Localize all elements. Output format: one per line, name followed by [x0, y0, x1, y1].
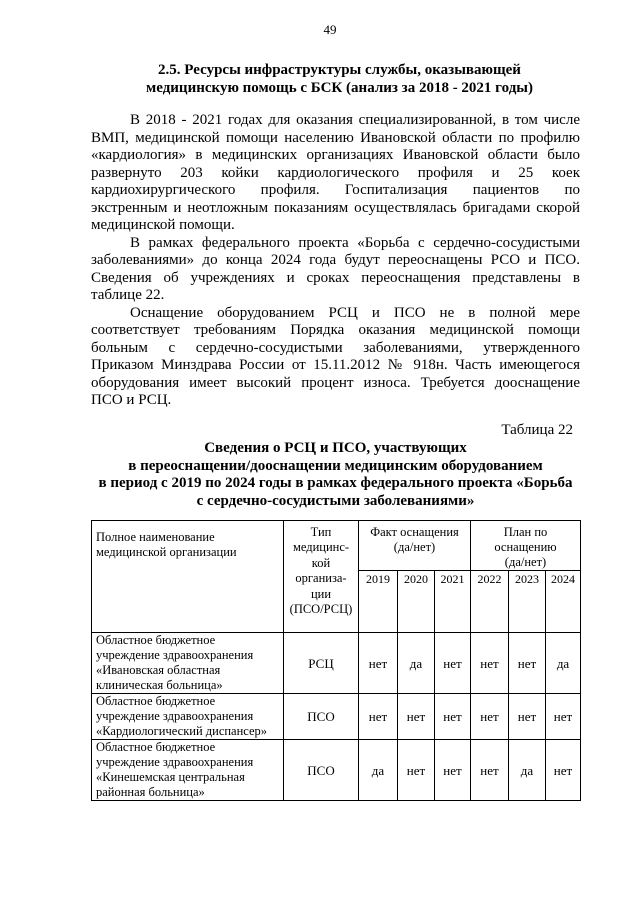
paragraph-line: В 2018 - 2021 годах для оказания специализированной, в том числе: [130, 112, 580, 128]
header-fact-line: Факт оснащения: [370, 525, 459, 539]
plan-2023-cell: нет: [509, 633, 546, 694]
org-name-cell: [92, 740, 284, 801]
header-type-line: кой: [311, 555, 331, 570]
paragraph-line: медицинской помощи.: [91, 217, 235, 233]
paragraph-line: кардиохирургического профиля. Госпитализация пациентов по: [91, 182, 580, 198]
header-type-line: организа-: [295, 571, 347, 585]
org-name-cell: [92, 694, 284, 740]
paragraph-line: больным с сердечно-сосудистыми заболеваниями, утвержденного: [91, 339, 580, 356]
table-row: [92, 740, 581, 801]
plan-2024-cell: да: [546, 633, 581, 694]
header-type-line: ции: [310, 586, 332, 601]
org-name-line: «Кардиологический диспансер»: [96, 724, 268, 738]
paragraph-line: соответствует требованиям Порядка оказания медицинской помощи: [91, 322, 580, 338]
header-org-name: [92, 521, 284, 633]
paragraph-line: Приказом Минздрава России от 15.11.2012 № 918н. Часть имеющегося: [91, 357, 580, 373]
fact-2020-cell: да: [398, 633, 435, 694]
header-org-type: [284, 521, 359, 633]
org-name-line: клиническая больница»: [96, 678, 223, 692]
paragraph-line: экстренным и неотложным показаниям осуществлялась бригадами скорой: [91, 199, 580, 216]
org-name-line: «Кинешемская центральная: [96, 770, 245, 784]
paragraph-line: В рамках федерального проекта «Борьба с сердечно-сосудистыми: [130, 234, 580, 251]
fact-2020-cell: нет: [398, 694, 435, 740]
section-heading-line: медицинскую помощь с БСК (анализ за 2018 - 2021 годы): [146, 80, 533, 96]
section-heading-line: 2.5. Ресурсы инфраструктуры службы, оказывающей: [158, 62, 521, 78]
paragraph-line: Сведения об учреждениях и сроках переоснащения представлены в: [91, 269, 580, 286]
plan-2024-cell: нет: [546, 694, 581, 740]
plan-2022-cell: нет: [471, 740, 509, 801]
page-number: 49: [323, 22, 337, 37]
header-type-line: медицинс-: [292, 540, 350, 554]
table-title: [61, 440, 610, 511]
table-title-line: в переоснащении/дооснащении медицинским оборудованием: [128, 457, 543, 474]
header-year: 2019: [359, 571, 398, 633]
header-year: 2023: [509, 571, 546, 633]
fact-2021-cell: нет: [435, 633, 471, 694]
header-org-line: медицинской организации: [96, 545, 237, 559]
org-name-line: Областное бюджетное: [96, 740, 216, 754]
header-year: 2022: [471, 571, 509, 633]
header-plan: [471, 521, 581, 571]
table-row: [92, 633, 581, 694]
table-title-line: с сердечно-сосудистыми заболеваниями»: [196, 493, 475, 510]
header-plan-line: План по: [503, 525, 548, 539]
org-name-cell: [92, 633, 284, 694]
equipment-table: [91, 520, 581, 801]
org-name-line: учреждение здравоохранения: [96, 755, 254, 769]
fact-2019-cell: нет: [359, 694, 398, 740]
fact-2019-cell: да: [359, 740, 398, 801]
paragraph-line: оборудования имеет высокий процент износа. Требуется дооснащение: [91, 374, 580, 391]
paragraph-line: «кардиология» в медицинских организациях Ивановской области было: [91, 147, 580, 163]
paragraph-line: Оснащение оборудованием РСЦ и ПСО не в полной мере: [130, 304, 580, 321]
org-name-line: Областное бюджетное: [96, 694, 216, 708]
header-org-line: Полное наименование: [96, 530, 215, 544]
fact-2020-cell: нет: [398, 740, 435, 801]
org-name-line: Областное бюджетное: [96, 633, 216, 647]
paragraph-line: таблице 22.: [91, 287, 165, 303]
header-year: 2020: [398, 571, 435, 633]
paragraph: [91, 305, 580, 410]
plan-2024-cell: нет: [546, 740, 581, 801]
fact-2021-cell: нет: [435, 740, 471, 801]
org-name-line: учреждение здравоохранения: [96, 648, 254, 662]
paragraph-line: заболеваниями» до конца 2024 года будут переоснащены РСО и ПСО.: [91, 252, 580, 268]
header-plan-line: оснащению: [494, 540, 557, 554]
paragraph-line: развернуто 203 койки кардиологического профиля и 25 коек: [91, 164, 580, 181]
header-year: 2024: [546, 571, 581, 633]
header-plan-line: (да/нет): [504, 555, 547, 569]
org-type-cell: ПСО: [284, 694, 359, 740]
fact-2019-cell: нет: [359, 633, 398, 694]
org-type-cell: ПСО: [284, 740, 359, 801]
table-label: Таблица 22: [501, 422, 573, 438]
plan-2022-cell: нет: [471, 694, 509, 740]
header-fact-line: (да/нет): [393, 540, 436, 554]
org-name-line: «Ивановская областная: [96, 663, 221, 677]
org-name-line: учреждение здравоохранения: [96, 709, 254, 723]
org-name-line: районная больница»: [96, 785, 205, 799]
fact-2021-cell: нет: [435, 694, 471, 740]
plan-2022-cell: нет: [471, 633, 509, 694]
paragraph: [91, 112, 580, 235]
table-header-row: [92, 521, 581, 571]
paragraph-line: ВМП, медицинской помощи населению Ивановской области по профилю: [91, 129, 580, 146]
plan-2023-cell: нет: [509, 694, 546, 740]
body-text: [91, 112, 580, 410]
plan-2023-cell: да: [509, 740, 546, 801]
org-type-cell: РСЦ: [284, 633, 359, 694]
header-type-line: Тип: [310, 524, 332, 539]
paragraph-line: ПСО и РСЦ.: [91, 392, 172, 408]
table-row: [92, 694, 581, 740]
header-fact: [359, 521, 471, 571]
table-title-line: Сведения о РСЦ и ПСО, участвующих: [204, 440, 467, 456]
table-title-line: в период с 2019 по 2024 годы в рамках федерального проекта «Борьба: [98, 475, 573, 492]
header-type-line: (ПСО/РСЦ): [289, 602, 353, 616]
paragraph: [91, 235, 580, 305]
section-heading: [91, 61, 580, 97]
header-year: 2021: [435, 571, 471, 633]
